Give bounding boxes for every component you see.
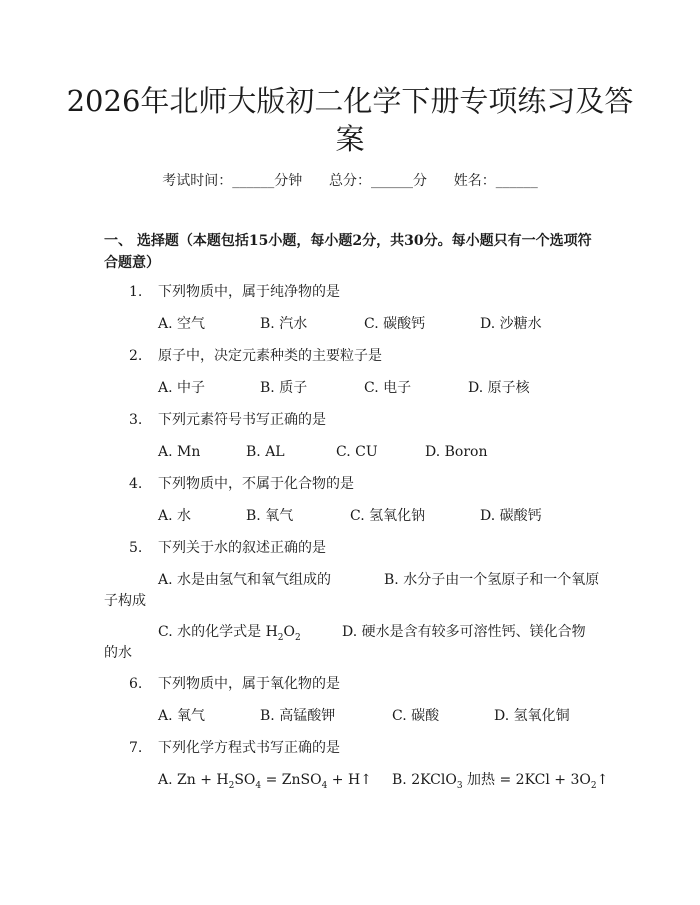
option-a: A. Mn: [158, 444, 201, 460]
option-b: B. 水分子由一个氢原子和一个氧原: [384, 572, 600, 588]
option-d: D. 沙糖水: [480, 316, 542, 332]
option-b: B. 质子: [260, 380, 308, 396]
subscript: 2: [590, 780, 597, 791]
question-text: 下列关于水的叙述正确的是: [158, 540, 326, 556]
time-blank: ______: [232, 173, 275, 189]
option-c: [158, 622, 301, 642]
question-number: 3.: [129, 412, 143, 428]
option-d: D. Boron: [425, 444, 488, 460]
score-label: 总分：: [329, 173, 371, 189]
option-c-prefix: C. 水的化学式是 H: [158, 624, 278, 640]
subscript: 4: [321, 780, 328, 791]
question-number: 5.: [129, 540, 143, 556]
option-a: A. 中子: [158, 380, 206, 396]
question-text: 下列物质中，不属于化合物的是: [158, 476, 354, 492]
option-a: A. 氧气: [158, 708, 206, 724]
question-text: 下列物质中，属于纯净物的是: [158, 284, 340, 300]
option-c: C. 电子: [364, 380, 412, 396]
equation-part: SO: [234, 772, 256, 788]
question-text: 下列物质中，属于氧化物的是: [158, 676, 340, 692]
equation-part: ↑: [596, 772, 609, 788]
option-d: D. 氢氧化铜: [494, 708, 570, 724]
subscript: 2: [277, 632, 284, 643]
option-a: A. 水: [158, 508, 192, 524]
subscript: 2: [295, 632, 301, 643]
question-number: 6.: [129, 676, 143, 692]
equation-part: 加热 = 2KCl + 3O: [462, 772, 591, 788]
option-c: C. CU: [336, 444, 378, 460]
formula-letter: O: [283, 624, 295, 640]
option-b: B. 氧气: [246, 508, 294, 524]
option-b-continued: 子构成: [104, 593, 146, 609]
option-d-continued: 的水: [104, 645, 132, 661]
question-number: 4.: [129, 476, 143, 492]
option-a: A. 水是由氢气和氧气组成的: [158, 572, 332, 588]
score-blank: ______: [371, 173, 413, 189]
name-label: 姓名：: [453, 173, 496, 189]
question-number: 7.: [129, 740, 143, 756]
option-b: B. 汽水: [260, 316, 308, 332]
question-text: 下列化学方程式书写正确的是: [158, 740, 340, 756]
equation-part: = ZnSO: [261, 772, 322, 788]
option-d: D. 硬水是含有较多可溶性钙、镁化合物: [342, 624, 586, 640]
question-text: 下列元素符号书写正确的是: [158, 412, 326, 428]
option-c: C. 碳酸钙: [364, 316, 426, 332]
option-a: A. 空气: [158, 316, 206, 332]
subscript: 4: [255, 780, 262, 791]
page-title: 2026年北师大版初二化学下册专项练习及答案: [66, 84, 634, 156]
exam-info-line: [0, 170, 700, 190]
time-unit: 分钟: [274, 173, 303, 189]
option-b: [392, 770, 608, 790]
score-unit: 分: [413, 173, 427, 189]
option-d: D. 原子核: [468, 380, 530, 396]
option-b: B. 高锰酸钾: [260, 708, 336, 724]
section-heading: 一、 选择题（本题包括15小题，每小题2分，共30分。每小题只有一个选项符合题意）: [104, 233, 592, 271]
equation-part: + H↑: [327, 772, 372, 788]
subscript: 3: [456, 780, 463, 791]
equation-part: B. 2KClO: [392, 772, 457, 788]
question-number: 2.: [129, 348, 143, 364]
option-c: C. 氢氧化钠: [350, 508, 426, 524]
time-label: 考试时间：: [162, 173, 233, 189]
option-b: B. AL: [246, 444, 285, 460]
name-blank: ______: [495, 173, 538, 189]
question-number: 1.: [129, 284, 143, 300]
subscript: 2: [228, 780, 235, 791]
equation-part: A. Zn + H: [158, 772, 229, 788]
question-text: 原子中，决定元素种类的主要粒子是: [158, 348, 382, 364]
option-a: [158, 770, 372, 790]
option-d: D. 碳酸钙: [480, 508, 542, 524]
option-c: C. 碳酸: [392, 708, 440, 724]
